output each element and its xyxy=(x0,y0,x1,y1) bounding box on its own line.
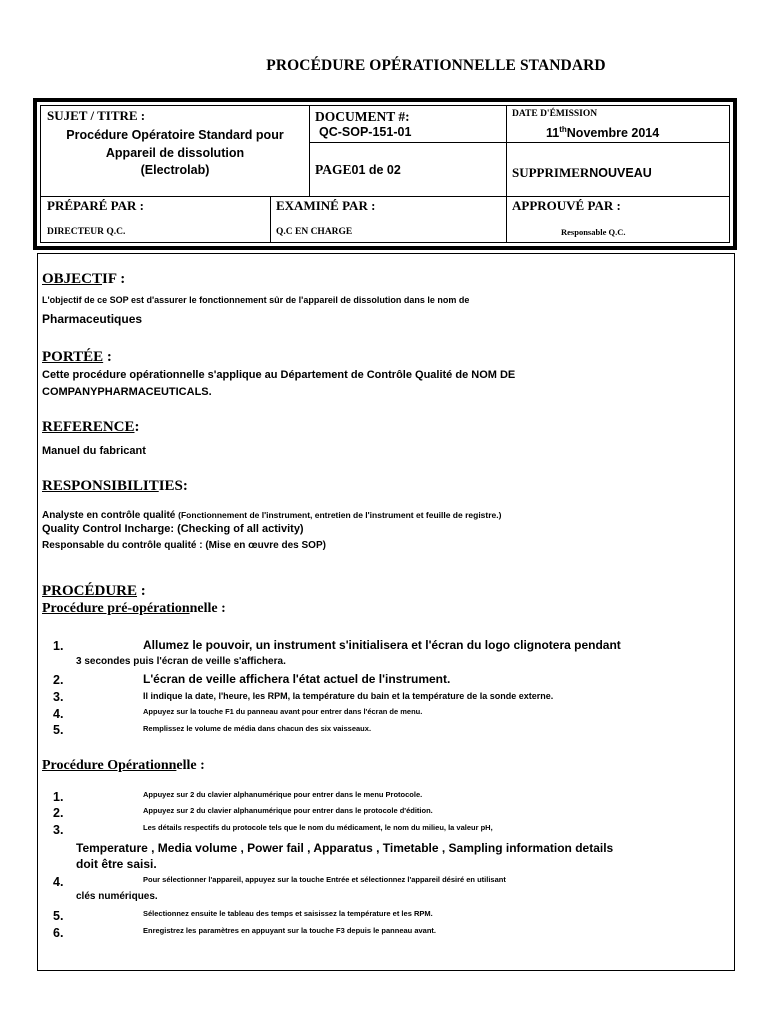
header-divider xyxy=(270,196,271,242)
prepared-value: DIRECTEUR Q.C. xyxy=(47,227,126,237)
reference-heading xyxy=(42,419,140,436)
responsibility-line: Responsable du contrôle qualité : (Mise en œuvre des SOP) xyxy=(42,540,326,551)
page-label: PAGE xyxy=(315,162,352,177)
subject-line: Appareil de dissolution xyxy=(105,145,245,160)
header-divider xyxy=(506,106,507,242)
heading-text: PORTÉE xyxy=(42,349,104,365)
list-item-continuation: doit être saisi. xyxy=(76,857,157,871)
document-label: DOCUMENT #: xyxy=(315,109,410,124)
objective-text: L'objectif de ce SOP est d'assurer le fonctionnement sûr de l'appareil de dissolution dans le nom de xyxy=(42,295,470,305)
responsibility-line xyxy=(42,505,501,523)
heading-text: IES: xyxy=(158,478,188,494)
header-divider xyxy=(309,142,729,143)
responsibility-line: Quality Control Incharge: (Checking of all activity) xyxy=(42,523,304,535)
examined-label: EXAMINÉ PAR : xyxy=(276,198,376,213)
pre-operational-subheading xyxy=(42,601,226,617)
heading-text: : xyxy=(103,349,112,365)
list-item-number: 1. xyxy=(53,639,64,653)
heading-text: : xyxy=(137,583,146,599)
examined-value: Q.C EN CHARGE xyxy=(276,227,353,237)
list-item-number: 5. xyxy=(53,723,64,737)
list-item-number: 3. xyxy=(53,823,64,837)
heading-text: : xyxy=(134,419,140,435)
list-item-number: 5. xyxy=(53,909,64,923)
list-item-text: L'écran de veille affichera l'état actuel de l'instrument. xyxy=(143,672,451,686)
scope-text: Cette procédure opérationnelle s'applique au Département de Contrôle Qualité de NOM DE xyxy=(42,369,516,381)
heading-text: RESPONSIBILIT xyxy=(42,478,159,494)
issue-date-label: DATE D'ÉMISSION xyxy=(512,109,598,119)
supersede-label: SUPPRIMER xyxy=(512,165,590,180)
heading-text: REFERENCE xyxy=(42,419,135,435)
list-item-text: Allumez le pouvoir, un instrument s'initialisera et l'écran du logo clignotera pendant xyxy=(143,638,621,652)
scope-text: COMPANYPHARMACEUTICALS. xyxy=(42,386,212,398)
list-item-text: Sélectionnez ensuite le tableau des temps et saisissez la température et les RPM. xyxy=(143,909,433,918)
header-divider xyxy=(309,106,310,196)
approved-label: APPROUVÉ PAR : xyxy=(512,198,621,213)
responsibility-role: Analyste en contrôle qualité xyxy=(42,510,179,521)
list-item-number: 2. xyxy=(53,806,64,820)
list-item-number: 2. xyxy=(53,673,64,687)
supersede-value: NOUVEAU xyxy=(589,166,652,180)
procedure-heading xyxy=(42,583,146,600)
responsibility-detail: (Fonctionnement de l'instrument, entretien de l'instrument et feuille de registre.) xyxy=(178,510,502,520)
prepared-label: PRÉPARÉ PAR : xyxy=(47,198,145,213)
list-item-text: Remplissez le volume de média dans chacun des six vaisseaux. xyxy=(143,724,372,733)
heading-text: IF : xyxy=(102,271,126,287)
page-info xyxy=(315,161,401,179)
list-item-number: 4. xyxy=(53,875,64,889)
issue-day: 11 xyxy=(546,126,560,141)
subheading-text: nelle : xyxy=(189,601,226,616)
heading-text: OBJECT xyxy=(42,271,103,287)
list-item-text: Appuyez sur 2 du clavier alphanumérique pour entrer dans le protocole d'édition. xyxy=(143,806,433,815)
issue-month-year: Novembre 2014 xyxy=(566,126,660,141)
subheading-text: Procédure Opérationn xyxy=(42,758,177,773)
reference-text: Manuel du fabricant xyxy=(42,445,146,457)
document-title: PROCÉDURE OPÉRATIONNELLE STANDARD xyxy=(266,57,606,74)
responsibilities-heading xyxy=(42,478,188,495)
operational-subheading xyxy=(42,758,205,774)
list-item-number: 6. xyxy=(53,926,64,940)
objective-text: Pharmaceutiques xyxy=(42,312,143,326)
list-item-text: Appuyez sur la touche F1 du panneau avant pour entrer dans l'écran de menu. xyxy=(143,707,423,716)
subject-label: SUJET / TITRE : xyxy=(47,108,146,123)
subject-line: (Electrolab) xyxy=(140,163,210,177)
approved-value: Responsable Q.C. xyxy=(561,227,626,237)
subheading-text: elle : xyxy=(176,758,205,773)
list-item-continuation: Temperature , Media volume , Power fail , Apparatus , Timetable , Sampling information details xyxy=(76,841,614,855)
list-item-continuation: 3 secondes puis l'écran de veille s'affichera. xyxy=(76,656,286,667)
list-item-text: Enregistrez les paramètres en appuyant sur la touche F3 depuis le panneau avant. xyxy=(143,926,437,935)
issue-date-value xyxy=(546,125,659,140)
list-item-text: Les détails respectifs du protocole tels que le nom du médicament, le nom du milieu, la valeur pH, xyxy=(143,823,493,832)
subject-line: Procédure Opératoire Standard pour xyxy=(66,128,284,142)
heading-text: PROCÉDURE xyxy=(42,583,138,599)
list-item-text: Il indique la date, l'heure, les RPM, la température du bain et la température de la sonde externe. xyxy=(143,691,554,701)
list-item-number: 4. xyxy=(53,707,64,721)
list-item-text: Appuyez sur 2 du clavier alphanumérique pour entrer dans le menu Protocole. xyxy=(143,790,423,799)
scope-heading xyxy=(42,349,112,366)
objective-heading xyxy=(42,271,125,288)
list-item-continuation: clés numériques. xyxy=(76,891,158,902)
supersede-info xyxy=(512,164,652,182)
document-number: QC-SOP-151-01 xyxy=(319,125,412,139)
header-divider xyxy=(41,196,729,197)
list-item-number: 1. xyxy=(53,790,64,804)
subheading-text: Procédure pré-opération xyxy=(42,601,190,616)
list-item-text: Pour sélectionner l'appareil, appuyez sur la touche Entrée et sélectionnez l'appareil désiré en utilisant xyxy=(143,875,506,884)
header-table xyxy=(40,105,730,243)
issue-day-suffix: th xyxy=(559,125,567,134)
list-item-number: 3. xyxy=(53,690,64,704)
page-value: 01 de 02 xyxy=(351,163,401,177)
subject-value xyxy=(41,127,309,180)
